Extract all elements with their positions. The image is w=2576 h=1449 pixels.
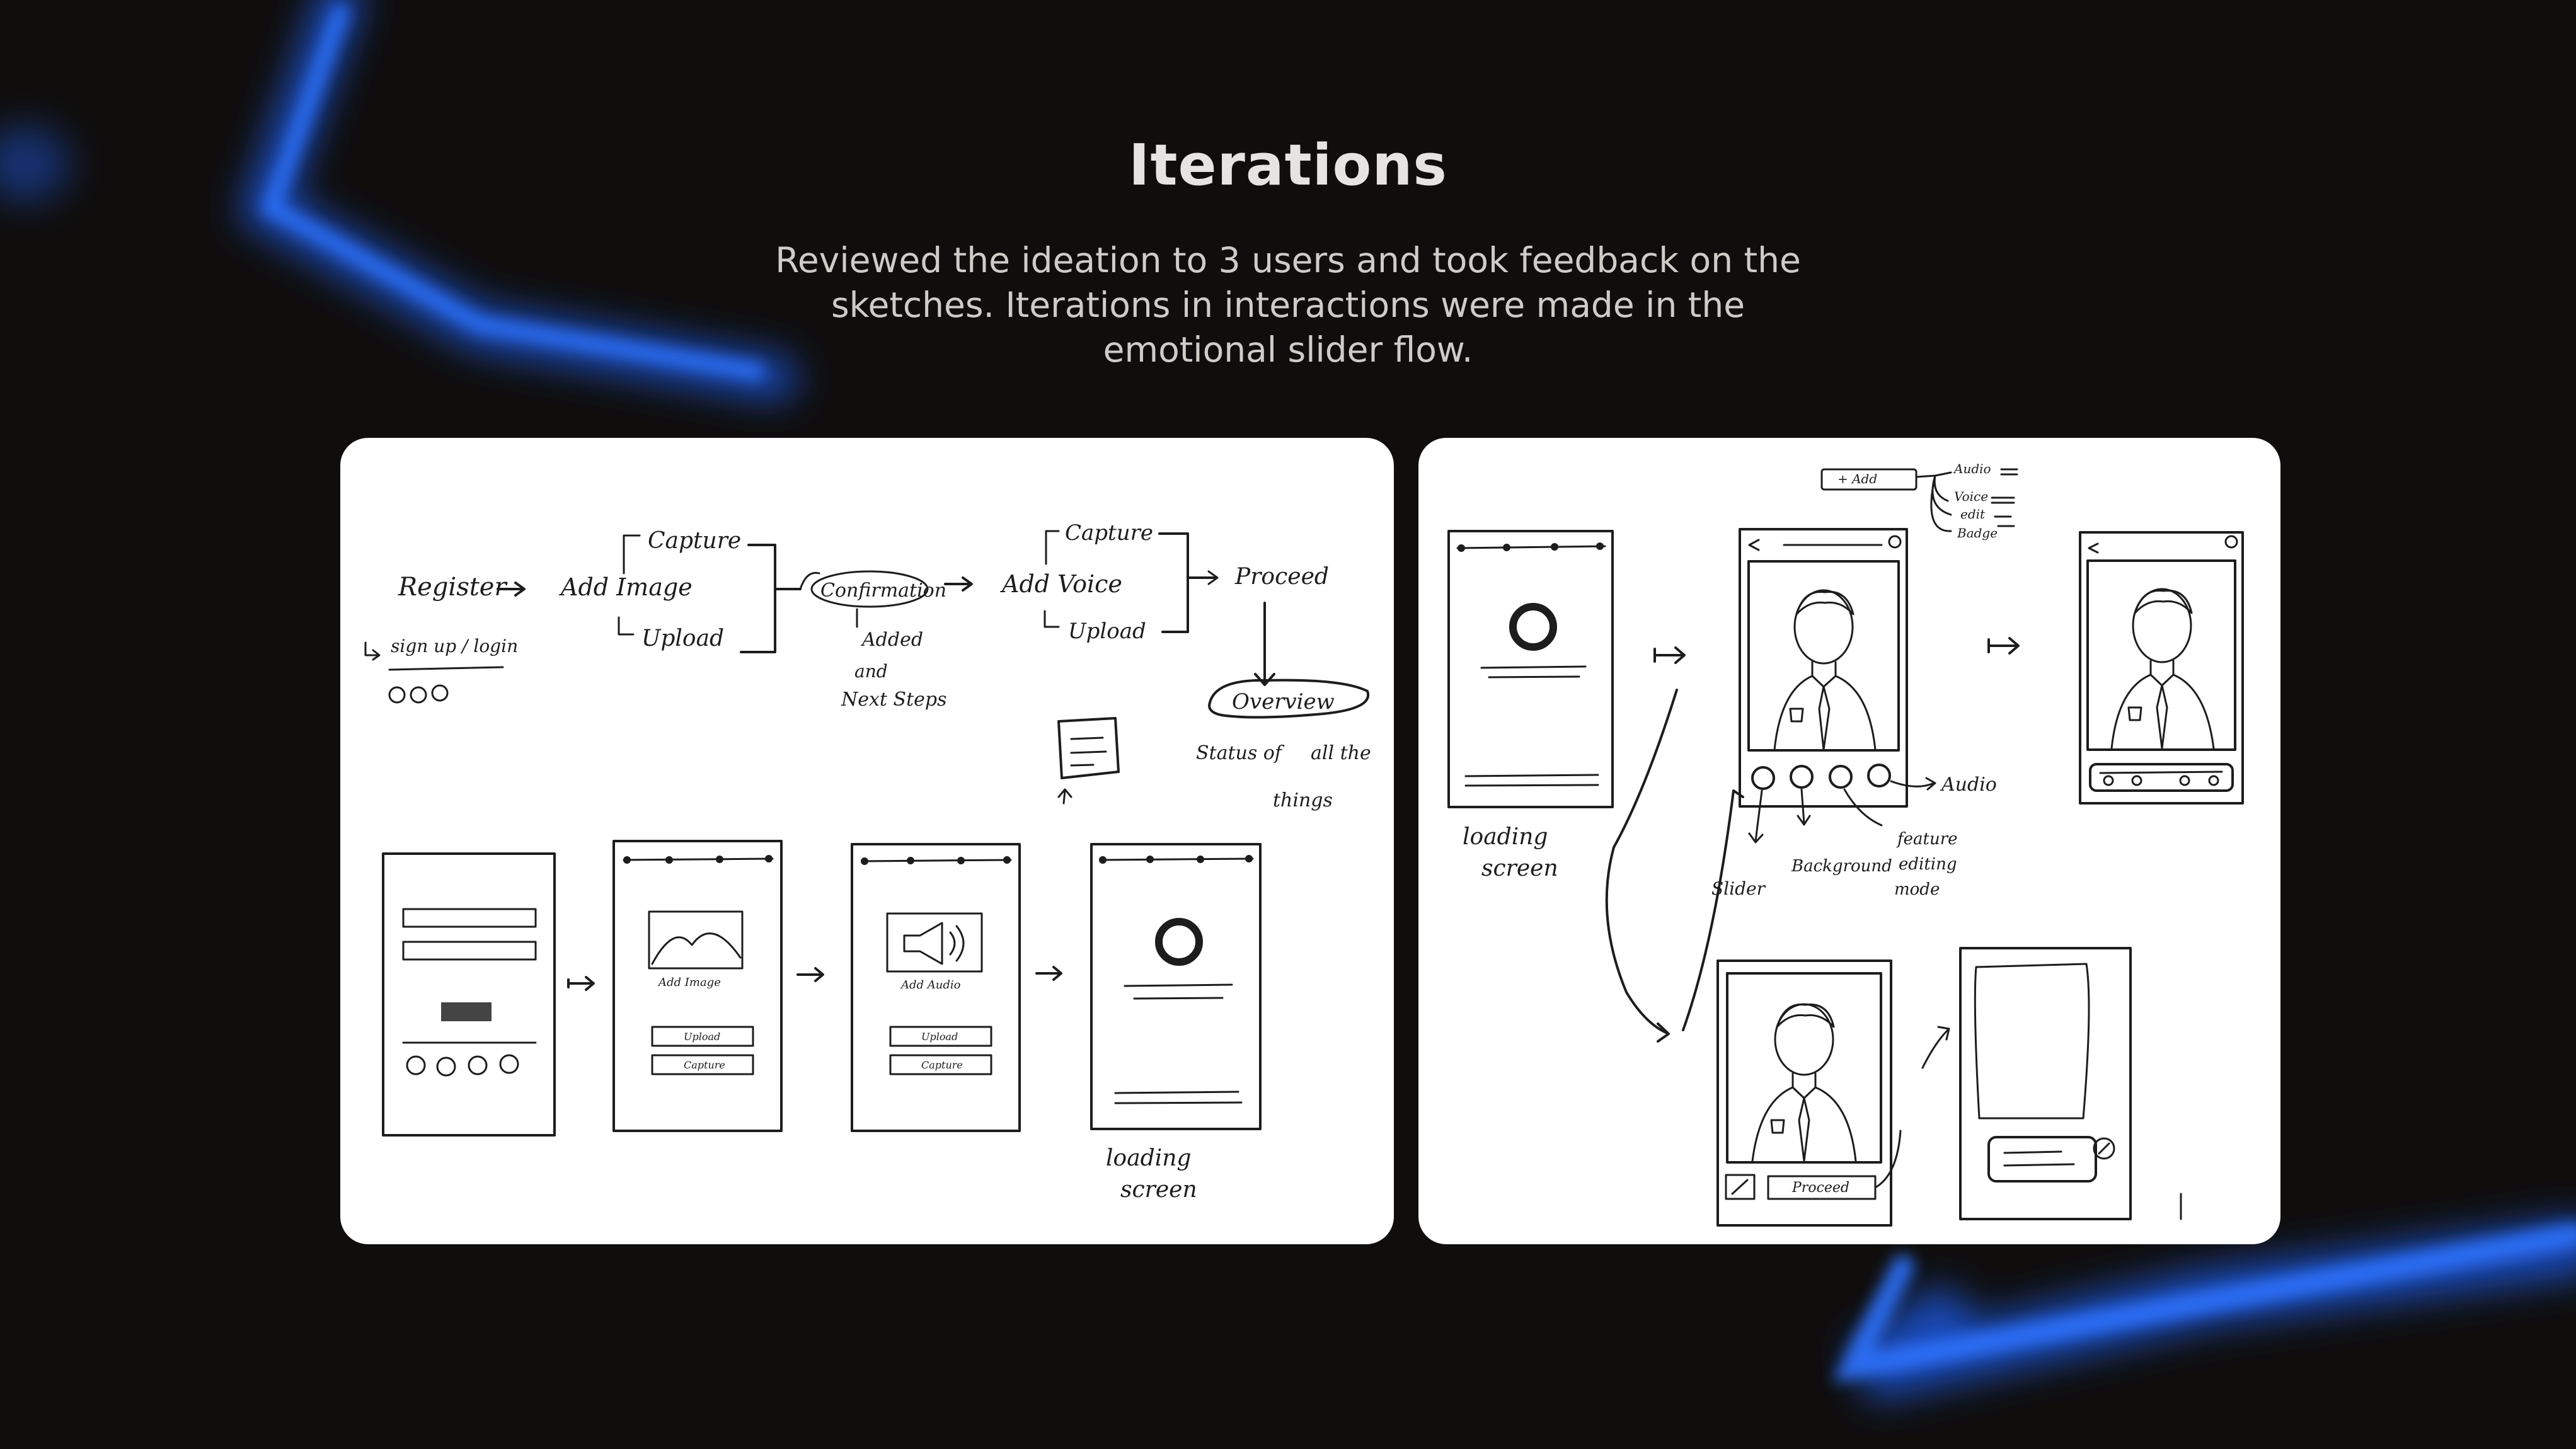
arrow-icon bbox=[365, 643, 379, 660]
label-menu-audio: Audio bbox=[1954, 461, 1991, 476]
arrow-icon bbox=[1891, 778, 1935, 789]
flow-arrow bbox=[1607, 690, 1677, 1041]
label-add-image: Add Image bbox=[561, 573, 693, 601]
label-capture-2: Capture bbox=[1065, 520, 1153, 546]
option-circle bbox=[1752, 767, 1774, 789]
label-screen-capture: Capture bbox=[684, 1059, 725, 1071]
arrow-icon bbox=[568, 977, 594, 990]
wireframe-slider-screen bbox=[2080, 532, 2243, 803]
label-signup: sign up / login bbox=[391, 636, 519, 656]
social-circle bbox=[437, 1058, 455, 1075]
label-register: Register bbox=[398, 573, 507, 602]
label-and: and bbox=[854, 661, 888, 682]
label-screen-upload: Upload bbox=[684, 1031, 721, 1043]
back-icon bbox=[2089, 544, 2098, 553]
label-menu-edit: edit bbox=[1960, 507, 1986, 522]
arrow-icon bbox=[798, 968, 823, 981]
label-screen-capture-2: Capture bbox=[921, 1059, 963, 1071]
arrow-icon bbox=[1989, 638, 2018, 653]
label-add-voice: Add Voice bbox=[1002, 570, 1122, 598]
progress-dot bbox=[1003, 856, 1011, 864]
progress-line bbox=[624, 859, 773, 860]
menu-lines bbox=[1992, 469, 2017, 526]
flow-sketch bbox=[340, 438, 1394, 1244]
label-feature-2: editing bbox=[1899, 855, 1957, 874]
mountain-icon bbox=[652, 934, 740, 964]
wireframe-loading-screen bbox=[1449, 531, 1613, 807]
social-circle bbox=[500, 1055, 518, 1073]
arrow-icon bbox=[945, 578, 972, 590]
label-feature-3: mode bbox=[1894, 880, 1940, 899]
progress-dot bbox=[623, 856, 631, 864]
progress-dot bbox=[716, 856, 723, 863]
edit-panel bbox=[1989, 1137, 2096, 1181]
progress-dot bbox=[1551, 543, 1558, 551]
arrow-icon bbox=[1255, 603, 1274, 685]
back-icon bbox=[1749, 540, 1882, 550]
document-icon bbox=[1059, 718, 1118, 778]
photo-frame bbox=[1727, 973, 1881, 1162]
progress-dot bbox=[907, 857, 914, 864]
option-circle bbox=[1791, 766, 1812, 788]
progress-dot bbox=[957, 857, 965, 864]
label-status-1: Status of bbox=[1196, 742, 1282, 764]
progress-line bbox=[862, 860, 1011, 861]
progress-dot bbox=[1458, 544, 1465, 552]
slider-line bbox=[2100, 772, 2222, 773]
underline bbox=[389, 667, 503, 670]
arrow-icon bbox=[1655, 648, 1684, 663]
loading-spinner-icon bbox=[1159, 922, 1199, 962]
progress-dot bbox=[1146, 856, 1154, 863]
label-upload-2: Upload bbox=[1068, 619, 1146, 644]
label-screen-add-image: Add Image bbox=[658, 976, 721, 989]
branch-line bbox=[1045, 611, 1059, 627]
portrait-figure bbox=[1752, 1004, 1856, 1161]
canvas-area bbox=[1975, 964, 2089, 1118]
progress-dot bbox=[861, 857, 868, 865]
label-menu-badge: Badge bbox=[1957, 525, 1998, 541]
branch-line bbox=[619, 617, 633, 634]
wireframe-input bbox=[403, 942, 536, 959]
wireframe-login-screen bbox=[383, 854, 555, 1135]
menu-branches bbox=[1916, 472, 1951, 531]
label-menu-voice: Voice bbox=[1954, 489, 1989, 504]
audio-placeholder bbox=[887, 914, 982, 971]
label-add: + Add bbox=[1837, 471, 1878, 486]
panel-lines bbox=[2004, 1152, 2074, 1166]
label-status-3: things bbox=[1273, 789, 1333, 811]
bracket bbox=[1159, 534, 1216, 632]
label-screen-add-audio: Add Audio bbox=[901, 978, 961, 992]
menu-icon bbox=[2226, 536, 2237, 547]
label-status-2: all the bbox=[1311, 742, 1371, 764]
option-circle bbox=[1830, 766, 1851, 788]
document-lines bbox=[1071, 738, 1106, 765]
label-screen-upload-2: Upload bbox=[921, 1031, 958, 1043]
social-circle bbox=[469, 1057, 486, 1074]
label-proceed: Proceed bbox=[1235, 564, 1329, 590]
label-loading-1: loading bbox=[1106, 1145, 1192, 1171]
slider-dot bbox=[2104, 776, 2113, 785]
flow-arrow bbox=[1875, 1131, 1900, 1188]
label-added: Added bbox=[862, 629, 924, 651]
label-overview: Overview bbox=[1232, 689, 1335, 714]
social-circle bbox=[411, 687, 426, 702]
text-lines bbox=[1466, 667, 1598, 786]
label-loading-2: screen bbox=[1120, 1177, 1197, 1203]
social-circle bbox=[389, 687, 405, 702]
portrait-figure bbox=[1774, 590, 1875, 750]
label-next-steps: Next Steps bbox=[841, 689, 947, 711]
speaker-icon bbox=[904, 923, 963, 964]
social-circle bbox=[407, 1057, 425, 1074]
branch-line bbox=[624, 536, 640, 573]
pencil-icon bbox=[1732, 1180, 1747, 1194]
label-upload-1: Upload bbox=[641, 626, 725, 651]
label-confirmation: Confirmation bbox=[820, 580, 947, 602]
pencil-icon bbox=[2099, 1143, 2109, 1154]
flow-arrow bbox=[1683, 791, 1743, 1030]
wireframe-loading-screen bbox=[1091, 844, 1260, 1129]
progress-dot bbox=[765, 855, 773, 862]
slider-sketch bbox=[1418, 438, 2280, 1244]
progress-dot bbox=[1503, 544, 1510, 551]
label-capture-1: Capture bbox=[648, 528, 742, 554]
sketch-card-flow bbox=[340, 438, 1394, 1244]
label-loading-1: loading bbox=[1463, 824, 1548, 850]
branch-line bbox=[1046, 531, 1059, 564]
wireframe-button bbox=[441, 1002, 492, 1021]
label-slider: Slider bbox=[1711, 878, 1765, 899]
label-background: Background bbox=[1791, 857, 1892, 876]
progress-dot bbox=[1596, 542, 1604, 550]
social-circle bbox=[432, 685, 447, 701]
progress-dot bbox=[1099, 856, 1107, 864]
label-audio: Audio bbox=[1941, 774, 1997, 796]
slider-dot bbox=[2209, 776, 2218, 785]
page-title: Iterations bbox=[1128, 132, 1447, 198]
bracket bbox=[741, 545, 800, 652]
menu-icon bbox=[1889, 536, 1900, 547]
progress-dot bbox=[665, 856, 673, 864]
progress-line bbox=[1100, 859, 1253, 860]
loading-spinner-icon bbox=[1513, 607, 1553, 647]
progress-dot bbox=[1245, 855, 1253, 862]
label-feature-1: feature bbox=[1897, 830, 1958, 849]
label-loading-2: screen bbox=[1481, 856, 1558, 881]
option-circle bbox=[1868, 765, 1890, 786]
page-description: Reviewed the ideation to 3 users and took feedback on the sketches. Iterations in interactions were made in the emotional slider flow. bbox=[775, 240, 1801, 370]
portrait-figure bbox=[2112, 589, 2214, 748]
arrow-icon bbox=[1749, 791, 1762, 842]
wireframe-editing-screen bbox=[1960, 948, 2130, 1219]
sketch-card-slider bbox=[1418, 438, 2280, 1244]
label-proceed: Proceed bbox=[1792, 1180, 1850, 1196]
progress-dot bbox=[1197, 856, 1204, 863]
flow-arrow bbox=[1923, 1027, 1949, 1068]
slider-dot bbox=[2180, 776, 2189, 785]
text-lines bbox=[1115, 985, 1241, 1103]
slider-dot bbox=[2132, 776, 2141, 785]
arrow-icon bbox=[1059, 789, 1071, 803]
progress-line bbox=[1458, 546, 1605, 548]
wireframe-input bbox=[403, 909, 536, 927]
arrow-icon bbox=[1037, 967, 1061, 980]
